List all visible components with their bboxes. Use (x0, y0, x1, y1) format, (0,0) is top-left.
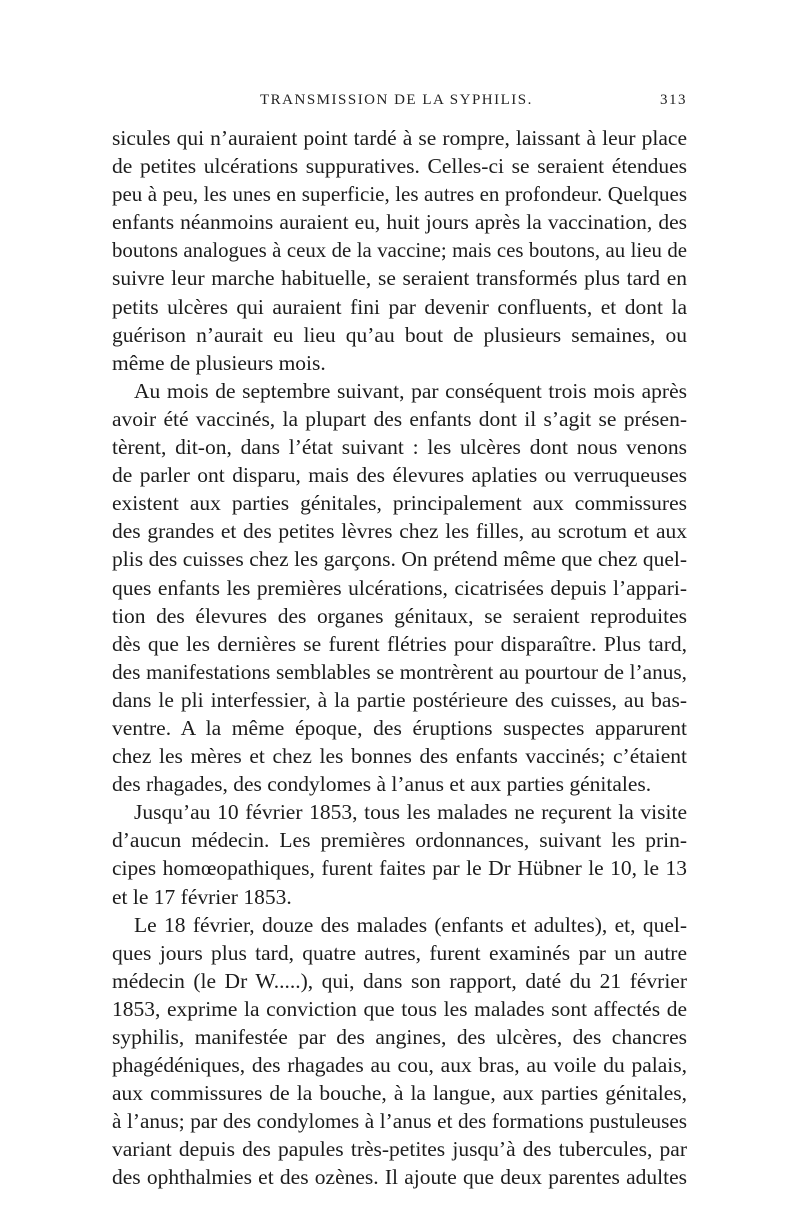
text-line: et le 17 février 1853. (112, 884, 292, 909)
text-line: petits ulcères qui auraient fini par devenir confluents, et dont la (112, 294, 687, 319)
text-line: variant depuis des papules très-petites jusqu’à des tubercules, par (112, 1137, 687, 1162)
text-line: chez les mères et chez les bonnes des enfants vaccinés; c’étaient (112, 744, 687, 769)
text-line: phagédéniques, des rhagades au cou, aux bras, au voile du palais, (112, 1053, 687, 1078)
text-line: Le 18 février, douze des malades (enfants et adultes), et, quel- (134, 912, 687, 937)
text-line: guérison n’aurait eu lieu qu’au bout de plusieurs semaines, ou (112, 322, 687, 347)
text-line: des rhagades, des condylomes à l’anus et aux parties génitales. (112, 772, 652, 797)
text-line: 1853, exprime la conviction que tous les malades sont affectés de (112, 996, 687, 1021)
text-line: Jusqu’au 10 février 1853, tous les malades ne reçurent la visite (134, 800, 687, 825)
text-line: tion des élevures des organes génitaux, se seraient reproduites (112, 603, 687, 628)
text-line: des manifestations semblables se montrèrent au pourtour de l’anus, (112, 659, 687, 684)
text-line: peu à peu, les unes en superficie, les autres en profondeur. Quelques (112, 182, 687, 207)
text-line: ventre. A la même époque, des éruptions suspectes apparurent (112, 715, 687, 740)
text-line: ques enfants les premières ulcérations, cicatrisées depuis l’appari- (112, 575, 687, 600)
text-line: Au mois de septembre suivant, par conséquent trois mois après (134, 378, 687, 403)
text-line: boutons analogues à ceux de la vaccine; mais ces boutons, au lieu de (112, 238, 687, 263)
text-line: médecin (le Dr W.....), qui, dans son rapport, daté du 21 février (112, 968, 687, 993)
text-line: des ophthalmies et des ozènes. Il ajoute que deux parentes adultes (112, 1165, 687, 1190)
text-line: syphilis, manifestée par des angines, des ulcères, des chancres (112, 1025, 687, 1049)
text-line: de petites ulcérations suppuratives. Celles-ci se seraient étendues (112, 154, 687, 179)
page-number: 313 (660, 92, 687, 108)
text-line: dès que les dernières se furent flétries pour disparaître. Plus tard, (112, 631, 687, 656)
text-line: plis des cuisses chez les garçons. On prétend même que chez quel- (112, 547, 687, 572)
text-line: cipes homœopathiques, furent faites par le Dr Hübner le 10, le 13 (112, 856, 687, 881)
text-line: suivre leur marche habituelle, se seraient transformés plus tard en (112, 266, 687, 291)
text-line: des grandes et des petites lèvres chez les filles, au scrotum et aux (112, 519, 687, 544)
text-line: aux commissures de la bouche, à la langue, aux parties génitales, (112, 1081, 687, 1106)
text-line: enfants néanmoins auraient eu, huit jours après la vaccination, des (112, 210, 687, 235)
text-line: même de plusieurs mois. (112, 350, 326, 375)
text-line: sicules qui n’auraient point tardé à se rompre, laissant à leur place (112, 126, 687, 150)
text-line: à l’anus; par des condylomes à l’anus et des formations pustuleuses (112, 1109, 687, 1134)
text-line: de parler ont disparu, mais des élevures aplaties ou verruqueuses (112, 463, 687, 488)
running-head (112, 92, 687, 116)
text-line: existent aux parties génitales, principalement aux commissures (112, 491, 687, 516)
text-line: dans le pli interfessier, à la partie postérieure des cuisses, au bas- (112, 687, 687, 712)
running-title: TRANSMISSION DE LA SYPHILIS. (260, 92, 533, 108)
text-line: avoir été vaccinés, la plupart des enfants dont il s’agit se présen- (112, 406, 687, 431)
text-line: ques jours plus tard, quatre autres, furent examinés par un autre (112, 940, 687, 965)
text-line: tèrent, dit-on, dans l’état suivant : les ulcères dont nous venons (112, 435, 687, 460)
text-line: d’aucun médecin. Les premières ordonnances, suivant les prin- (112, 828, 687, 853)
body-text (112, 124, 687, 1192)
